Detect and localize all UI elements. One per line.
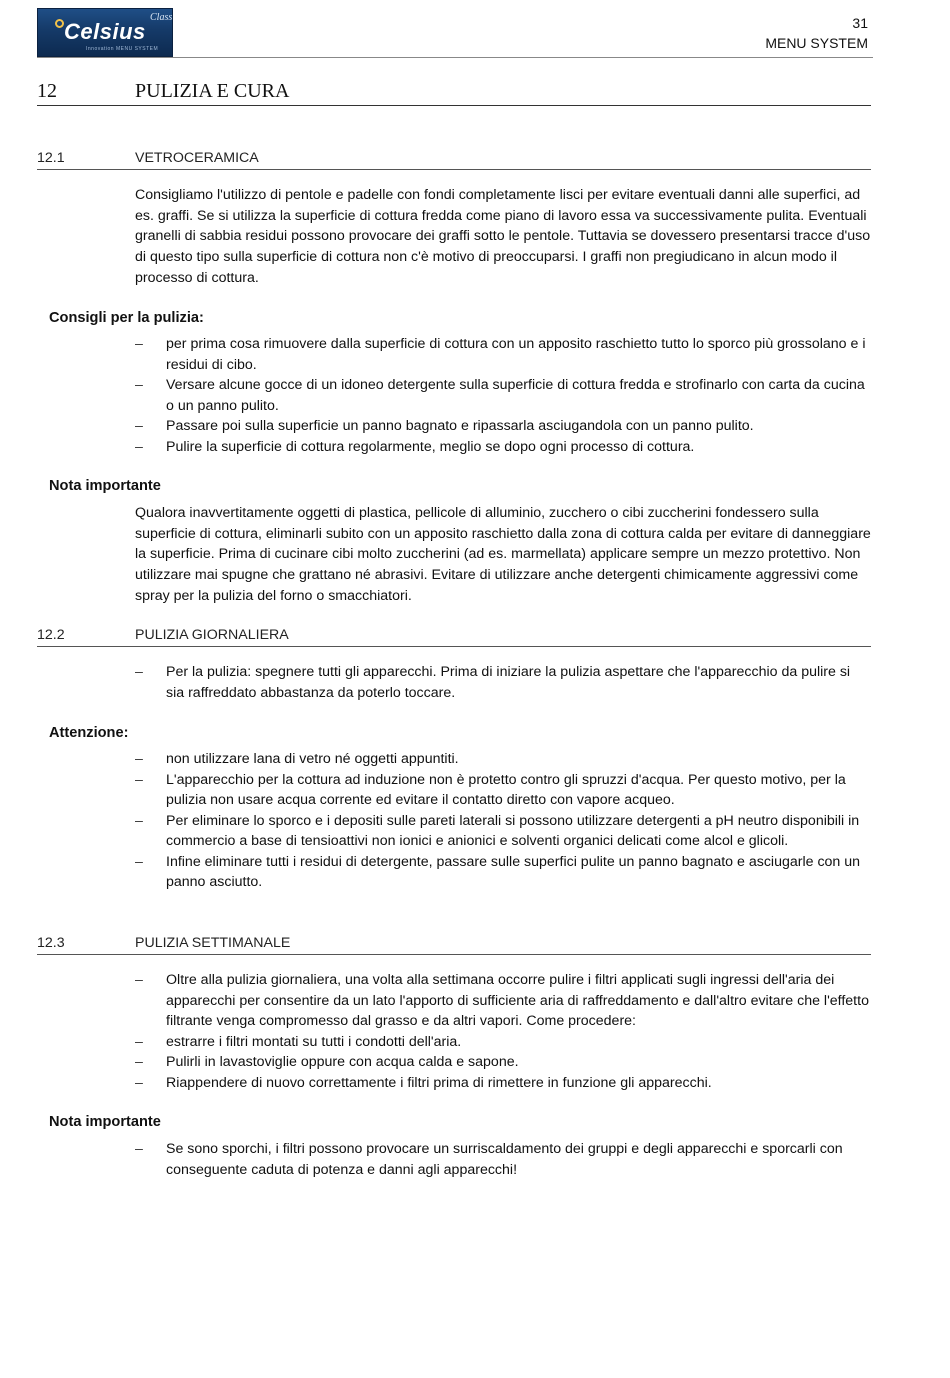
warning-list <box>135 749 871 893</box>
list-item: – Oltre alla pulizia giornaliera, una volta alla settimana occorre pulire i filtri applicati sugli ingressi dell'aria dei apparecchi per consentire da un lato l'apporto di sufficiente aria di raffreddamento e dall'altro evitare che l'effetto filtrante venga compromesso dal grasso e da altri vapori. Come procedere: <box>135 972 869 1029</box>
logo-brand-text: Celsius <box>64 19 146 44</box>
list-item: – Versare alcune gocce di un idoneo detergente sulla superficie di cottura fredda e strofinarlo con carta da cucina o un panno pulito. <box>135 377 865 414</box>
important-note-label-2: Nota importante <box>49 1114 161 1130</box>
dash-bullet: – <box>135 1141 143 1157</box>
chapter-number: 12 <box>37 80 57 102</box>
dash-bullet: – <box>135 664 143 680</box>
list-item: – non utilizzare lana di vetro né oggetti appuntiti. <box>135 749 871 770</box>
tips-label: Consigli per la pulizia: <box>49 310 204 326</box>
dash-bullet: – <box>135 336 143 352</box>
list-item: – Pulire la superficie di cottura regolarmente, meglio se dopo ogni processo di cottura. <box>135 437 871 458</box>
dash-bullet: – <box>135 418 143 434</box>
section-number: 12.2 <box>37 627 65 643</box>
celsius-logo <box>37 8 173 57</box>
dash-bullet: – <box>135 1054 143 1070</box>
header-subtitle: MENU SYSTEM <box>765 35 868 51</box>
daily-cleaning-list <box>135 662 871 703</box>
tips-list <box>135 334 871 457</box>
section-number: 12.1 <box>37 150 65 166</box>
section-title: PULIZIA SETTIMANALE <box>135 935 291 951</box>
dash-bullet: – <box>135 853 143 870</box>
header-divider <box>37 57 873 58</box>
section-heading-12-2 <box>37 627 871 647</box>
list-item: – Passare poi sulla superficie un panno bagnato e ripassarla asciugandola con un panno pulito. <box>135 416 871 437</box>
logo-ring-icon <box>55 19 64 28</box>
dash-bullet: – <box>135 1074 143 1091</box>
list-item: – L'apparecchio per la cottura ad induzione non è protetto contro gli spruzzi d'acqua. Per questo motivo, per la pulizia non usare acqua corrente ed evitare il contatto diretto con vapore acqueo. <box>135 771 846 808</box>
logo-tagline: Innovation MENU SYSTEM <box>86 46 159 52</box>
weekly-cleaning-list <box>135 970 871 1093</box>
section-heading-12-1 <box>37 150 871 170</box>
page-number: 31 <box>852 15 868 31</box>
section-number: 12.3 <box>37 935 65 951</box>
warning-label: Attenzione: <box>49 725 129 741</box>
list-item: – estrarre i filtri montati su tutti i condotti dell'aria. <box>135 1032 871 1053</box>
list-item: – Pulirli in lavastoviglie oppure con acqua calda e sapone. <box>135 1052 871 1073</box>
dash-bullet: – <box>135 972 143 988</box>
dash-bullet: – <box>135 377 143 393</box>
list-item: – per prima cosa rimuovere dalla superficie di cottura con un apposito raschietto tutto lo sporco più grossolano e i residui di cibo. <box>135 336 866 373</box>
dash-bullet: – <box>135 1033 143 1050</box>
list-item: – Infine eliminare tutti i residui di detergente, passare sulle superfici pulite un panno bagnato e asciugarle con un panno asciutto. <box>135 853 861 890</box>
list-item: – Se sono sporchi, i filtri possono provocare un surriscaldamento dei gruppi e degli apparecchi e sporcarli con conseguente caduta di potenza e danni agli apparecchi! <box>135 1141 843 1178</box>
important-note-label: Nota importante <box>49 478 161 494</box>
dash-bullet: – <box>135 812 143 829</box>
logo-class-text: Class <box>150 12 173 23</box>
weekly-note-list <box>135 1139 871 1180</box>
section-heading-12-3 <box>37 935 871 955</box>
chapter-title: PULIZIA E CURA <box>135 80 290 102</box>
intro-paragraph: Consigliamo l'utilizzo di pentole e padelle con fondi completamente lisci per evitare eventuali danni alle superfici, ad es. graffi. Se si utilizza la superficie di cottura fredda come piano di lavoro essa va successivamente pulita. Eventuali granelli di sabbia residui possono provocare dei graffi sotto le pentole. Tuttavia se dovessero presentarsi tracce d'uso di questo tipo sulla superficie di cottura non c'è motivo di preoccuparsi. I graffi non pregiudicano in alcun modo il processo di cottura. <box>135 187 871 286</box>
chapter-heading <box>37 78 871 106</box>
section-title: VETROCERAMICA <box>135 150 259 166</box>
dash-bullet: – <box>135 438 143 455</box>
list-item: – Per la pulizia: spegnere tutti gli apparecchi. Prima di iniziare la pulizia aspettare che l'apparecchio da pulire si sia raffreddato abbastanza da poterlo toccare. <box>135 664 851 701</box>
dash-bullet: – <box>135 751 143 767</box>
list-item: – Per eliminare lo sporco e i depositi sulle pareti laterali si possono utilizzare detergenti a pH neutro disponibili in commercio a base di tensioattivi non ionici e anionici e solventi organici delicati come alcol e glicoli. <box>135 812 860 849</box>
important-note-paragraph: Qualora inavvertitamente oggetti di plastica, pellicole di alluminio, zucchero o cibi zuccherini fondessero sulla superficie di cottura, eliminarli subito con un apposito raschietto dalla zona di cottura calda per evitare di danneggiare la superficie. Prima di cucinare cibi molto zuccherini (ad es. marmellata) applicare sempre un mezzo protettivo. Non utilizzare mai spugne che grattano né abrasivi. Evitare di utilizzare anche detergenti chimicamente aggressivi come spray per la pulizia del forno o smacchiatori. <box>135 505 871 604</box>
section-title: PULIZIA GIORNALIERA <box>135 627 289 643</box>
list-item: – Riappendere di nuovo correttamente i filtri prima di rimettere in funzione gli apparecchi. <box>135 1073 871 1094</box>
dash-bullet: – <box>135 771 143 788</box>
